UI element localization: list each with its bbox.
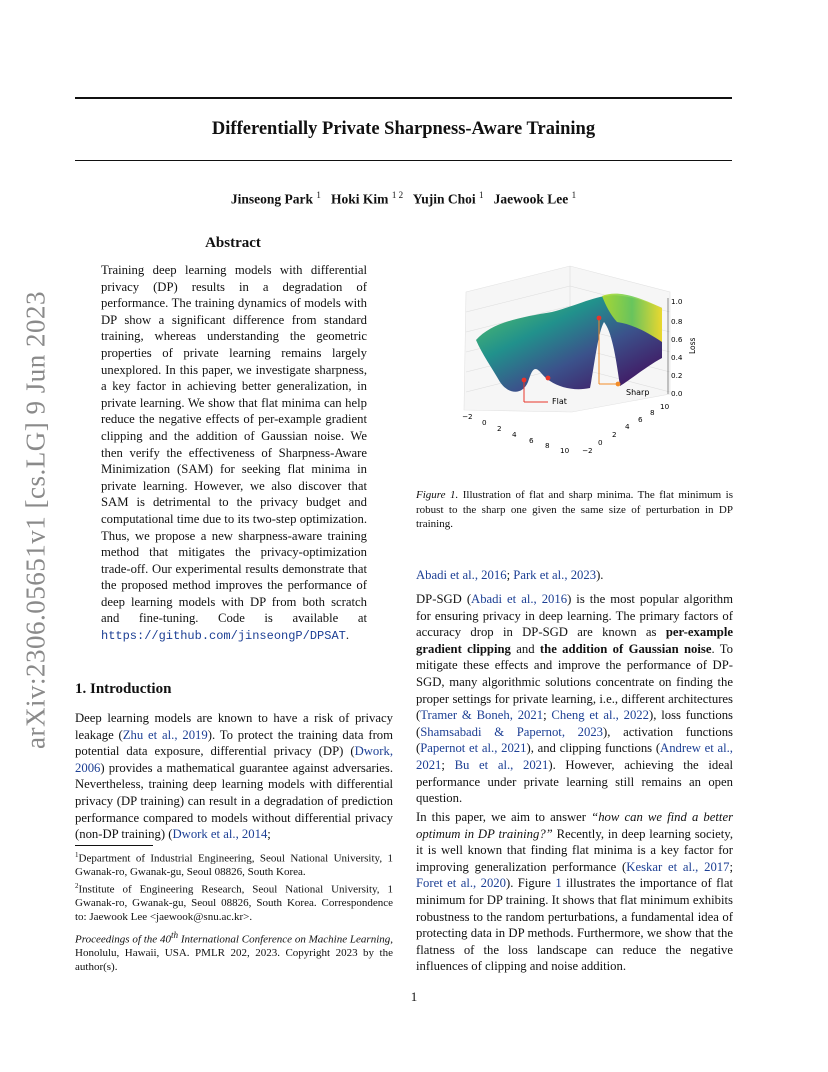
flat-minima-paragraph — [416, 809, 733, 975]
paper-title: Differentially Private Sharpness-Aware Training — [211, 119, 596, 139]
z-tick: 0.4 — [671, 353, 683, 362]
y-tick: 2 — [612, 430, 617, 439]
figure-caption — [416, 488, 733, 532]
text-span: illustrates the importance of flat minimum for DP training. It shows that flat minimum exhibits robustness to the random perturbations, a fundamental idea of protecting data in DP methods. Furthermore, we show that the flatness of the loss landscape can reduce the negative influences of clipping and noise addition. — [416, 876, 733, 974]
research-question: “how can we find a better optimum in DP training?” — [416, 810, 734, 841]
abstract-end: . — [345, 628, 350, 643]
x-tick: 6 — [529, 436, 534, 445]
author-affiliation: 1 — [316, 190, 321, 200]
citation-link[interactable]: Foret et al., 2020 — [416, 876, 506, 891]
proceedings-sup: th — [170, 930, 179, 940]
footnote-rule — [75, 845, 153, 846]
citation-link[interactable]: Dwork et al., 2014 — [172, 827, 268, 842]
y-tick: 6 — [638, 415, 643, 424]
footnotes — [75, 849, 393, 925]
z-tick: 1.0 — [671, 297, 683, 306]
label-flat: Flat — [552, 397, 567, 406]
citation-link[interactable]: Abadi et al., 2016 — [416, 568, 507, 582]
bold-term: per-example gradient clipping — [416, 625, 733, 656]
citation-link[interactable]: Papernot et al., 2021 — [420, 741, 527, 756]
proceedings-italic: Proceedings of the 40 — [75, 933, 171, 946]
citation-link[interactable]: Zhu et al., 2019 — [122, 727, 208, 742]
z-tick: 0.6 — [671, 335, 683, 344]
author-affiliation: 1 — [478, 190, 484, 200]
dpsgd-paragraph — [416, 591, 733, 807]
arxiv-identifier: arXiv:2306.05651v1 [cs.LG] 9 Jun 2023 — [20, 291, 51, 749]
z-axis-label: Loss — [688, 337, 697, 354]
y-axis — [582, 402, 670, 455]
citation-link[interactable]: Keskar et al., 2017 — [626, 859, 730, 874]
footnote-1: $^1$Department of Industrial Engineering, Seoul National University, 1 Gwanak-ro, Gwanak-gu, Seoul 08826, South Korea. — [75, 851, 393, 879]
text-span: ), activation functions ( — [416, 724, 733, 756]
text-span: Recently, in deep learning society, it is well known that finding flat minima is a key factor for improving generalization performance ( — [416, 826, 733, 874]
z-tick: 0.0 — [671, 389, 683, 398]
x-axis — [462, 412, 570, 455]
z-tick: 0.2 — [671, 371, 683, 380]
top-rule — [75, 97, 732, 99]
page-number: 1 — [410, 989, 418, 1004]
footnote-text: Department of Industrial Engineering, Seoul National University, 1 Gwanak-ro, Gwanak-gu, Seoul 08826, South Korea. — [75, 852, 393, 879]
loss-landscape-figure — [452, 262, 712, 462]
text-span: ; — [729, 859, 734, 874]
z-tick: 0.8 — [671, 317, 683, 326]
x-tick: 2 — [497, 424, 502, 433]
caption-label: Figure 1. — [416, 489, 459, 501]
right-col-continuation — [416, 567, 733, 584]
citation-link[interactable]: Cheng et al., 2022 — [551, 708, 649, 723]
text-span: ; — [441, 757, 455, 772]
text-span: DP-SGD ( — [416, 592, 472, 606]
code-link[interactable]: https://github.com/jinseongP/DPSAT — [101, 629, 346, 644]
text-span: ; — [506, 568, 514, 582]
text-span: ). However, achieving the ideal performance under private learning still remains an open question. — [416, 757, 733, 806]
text-span: ), and clipping functions ( — [526, 741, 661, 756]
z-axis — [668, 297, 697, 398]
figure-ref-link[interactable]: 1 — [555, 876, 562, 891]
x-tick: 0 — [482, 418, 487, 427]
text-span: ). — [596, 568, 604, 582]
citation-link[interactable]: Dwork, 2006 — [75, 744, 393, 775]
author-name: Hoki Kim — [331, 191, 389, 207]
section-heading-introduction: 1. Introduction — [75, 681, 172, 697]
x-tick: 8 — [545, 441, 550, 450]
citation-link[interactable]: Abadi et al., 2016 — [471, 592, 568, 606]
text-span: ) provides a mathematical guarantee against adversaries. Nevertheless, training deep learning models with differential privacy (DP training) can result in a degradation of prediction performance compared to models without differential privacy (non-DP training) ( — [75, 760, 393, 842]
citation-link[interactable]: Bu et al., 2021 — [454, 757, 549, 772]
caption-text: Illustration of flat and sharp minima. The flat minimum is robust to the sharp one given the same size of perturbation in DP training. — [416, 489, 734, 531]
abstract-heading: Abstract — [205, 235, 261, 251]
text-span: . To mitigate these effects and improve the performance of DP-SGD, many algorithmic solutions concentrate on finding the proper settings for private learning, i.e., different architectures ( — [416, 641, 733, 723]
y-tick: 10 — [660, 402, 670, 411]
introduction-paragraph — [75, 710, 393, 843]
x-tick: 10 — [560, 446, 570, 455]
footnote-text: Institute of Engineering Research, Seoul National University, 1 Gwanak-ro, Gwanak-gu, Seoul 08826, South Korea. Correspondence to: Jaewook Lee <jaewook@snu.ac.kr>. — [75, 883, 393, 924]
author-name: Jaewook Lee — [493, 191, 569, 207]
text-span: ; — [267, 827, 271, 842]
x-tick: −2 — [462, 412, 473, 421]
abstract-body — [101, 262, 367, 645]
text-span: ; — [543, 708, 552, 723]
y-tick: −2 — [582, 446, 593, 455]
text-span: ), loss functions ( — [416, 708, 733, 739]
author-affiliation: 1 2 — [391, 190, 404, 200]
citation-link[interactable]: Andrew et al., 2021 — [416, 741, 733, 772]
proceedings-text: , Honolulu, Hawaii, USA. PMLR 202, 2023. Copyright 2023 by the author(s). — [75, 933, 393, 974]
y-tick: 4 — [625, 422, 630, 431]
text-span: Deep learning models are known to have a risk of privacy leakage ( — [75, 711, 393, 742]
text-span: ). Figure — [506, 876, 556, 891]
title-bottom-rule — [75, 160, 732, 161]
footnote-2: $^2$Institute of Engineering Research, Seoul National University, 1 Gwanak-ro, Gwanak-gu, Seoul 08826, South Korea. Correspondence to: Jaewook Lee <jaewook@snu.ac.kr>. — [75, 882, 393, 924]
abstract-text: Training deep learning models with differential privacy (DP) results in a degradation of performance. The training dynamics of models with DP show a significant difference from standard training, whereas understanding the geometric properties of private learning remains largely unexplored. In this paper, we investigate sharpness, a key factor in achieving better generalization, in private learning. We show that flat minima can help reduce the negative effects of per-example gradient clipping and the addition of Gaussian noise. We then verify the effectiveness of Sharpness-Aware Minimization (SAM) for seeking flat minima in private learning. However, we also discover that SAM is detrimental to the privacy budget and computational time due to its two-step optimization. Thus, we propose a new sharpness-aware training method that mitigates the privacy-optimization trade-off. Our experimental results demonstrate that the proposed method improves the performance of deep learning models with DP from both scratch and fine-tuning. Code is available at — [101, 263, 367, 626]
citation-link[interactable]: Shamsabadi & Papernot, 2023 — [420, 724, 604, 739]
x-tick: 4 — [512, 430, 517, 439]
label-sharp: Sharp — [626, 388, 650, 397]
bold-term: the addition of Gaussian noise — [539, 641, 712, 656]
text-span: In this paper, we aim to answer — [416, 810, 592, 824]
citation-link[interactable]: Park et al., 2023 — [513, 568, 597, 582]
author-list — [75, 190, 732, 208]
citation-link[interactable]: Tramer & Boneh, 2021 — [420, 708, 544, 723]
author-name: Jinseong Park — [230, 191, 314, 207]
y-tick: 0 — [598, 438, 603, 447]
text-span: ) is the most popular algorithm for ensuring privacy in deep learning. The primary factors of accuracy drop in DP-SGD are known as — [416, 592, 733, 640]
text-span: and — [510, 641, 540, 656]
author-affiliation: 1 — [571, 190, 577, 200]
proceedings-italic: International Conference on Machine Learning — [178, 933, 391, 946]
author-name: Yujin Choi — [412, 191, 476, 207]
text-span: ). To protect the training data from potential data exposure, differential privacy (DP) ( — [75, 727, 394, 759]
y-tick: 8 — [650, 408, 655, 417]
proceedings-note — [75, 929, 393, 975]
